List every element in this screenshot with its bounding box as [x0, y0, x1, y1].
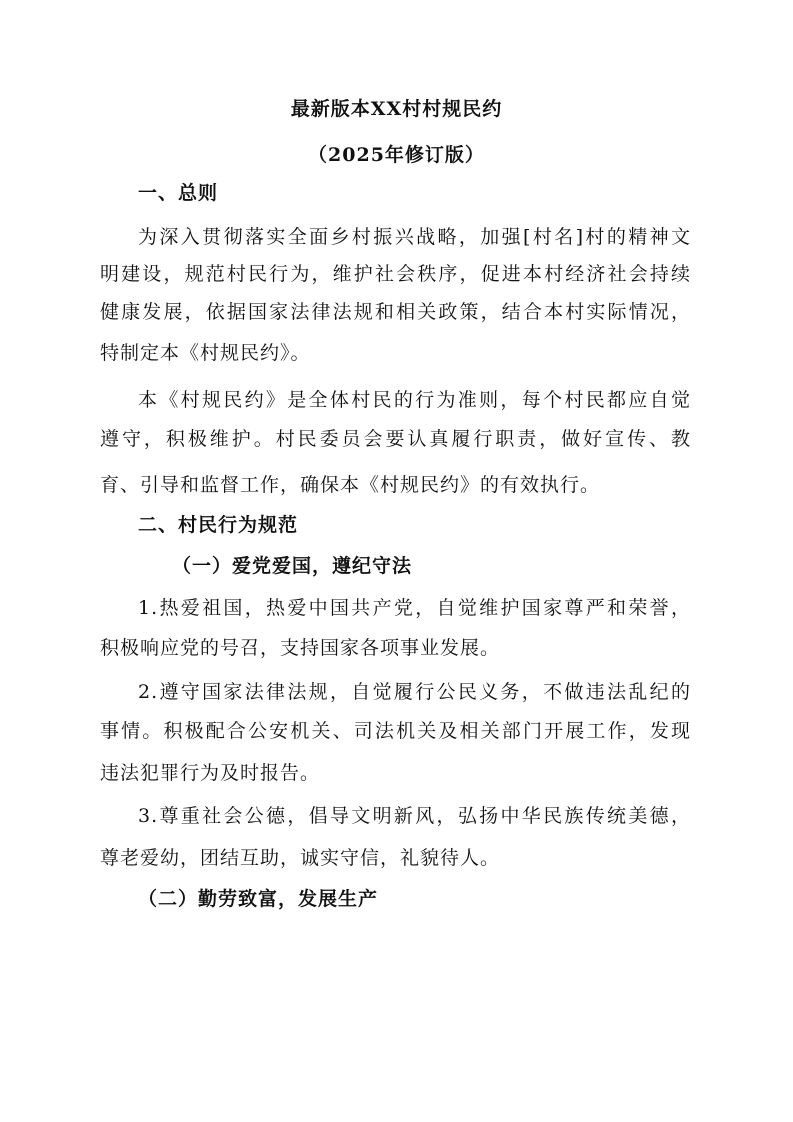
paragraph-line: 遵守，积极维护。村民委员会要认真履行职责，做好宣传、教 — [100, 428, 691, 450]
list-item-line: 3.尊重社会公德，倡导文明新风，弘扬中华民族传统美德， — [138, 805, 691, 827]
list-item-line: 违法犯罪行为及时报告。 — [100, 762, 321, 784]
paragraph-line: 本《村规民约》是全体村民的行为准则，每个村民都应自觉 — [138, 389, 691, 411]
list-item-line: 1.热爱祖国，热爱中国共产党，自觉维护国家尊严和荣誉， — [138, 597, 691, 619]
paragraph-line: 为深入贯彻落实全面乡村振兴战略，加强[村名]村的精神文 — [138, 226, 691, 248]
paragraph-line: 健康发展，依据国家法律法规和相关政策，结合本村实际情况， — [100, 301, 691, 323]
section-heading: 一、总则 — [138, 182, 219, 204]
section-heading: 二、村民行为规范 — [138, 514, 299, 536]
subsection-heading: （一）爱党爱国，遵纪守法 — [172, 555, 413, 577]
document-subtitle: （2025年修订版） — [308, 144, 485, 166]
paragraph-line: 特制定本《村规民约》。 — [100, 342, 311, 364]
paragraph-line: 明建设，规范村民行为，维护社会秩序，促进本村经济社会持续 — [100, 263, 691, 285]
list-item-line: 事情。积极配合公安机关、司法机关及相关部门开展工作，发现 — [100, 720, 691, 742]
list-item-line: 2.遵守国家法律法规，自觉履行公民义务，不做违法乱纪的 — [138, 681, 691, 703]
document-title: 最新版本XX村村规民约 — [290, 98, 503, 120]
list-item-line: 尊老爱幼，团结互助，诚实守信，礼貌待人。 — [100, 847, 501, 869]
subsection-heading: （二）勤劳致富，发展生产 — [138, 888, 379, 910]
paragraph-line: 育、引导和监督工作，确保本《村规民约》的有效执行。 — [100, 474, 601, 496]
list-item-line: 积极响应党的号召，支持国家各项事业发展。 — [100, 637, 501, 659]
